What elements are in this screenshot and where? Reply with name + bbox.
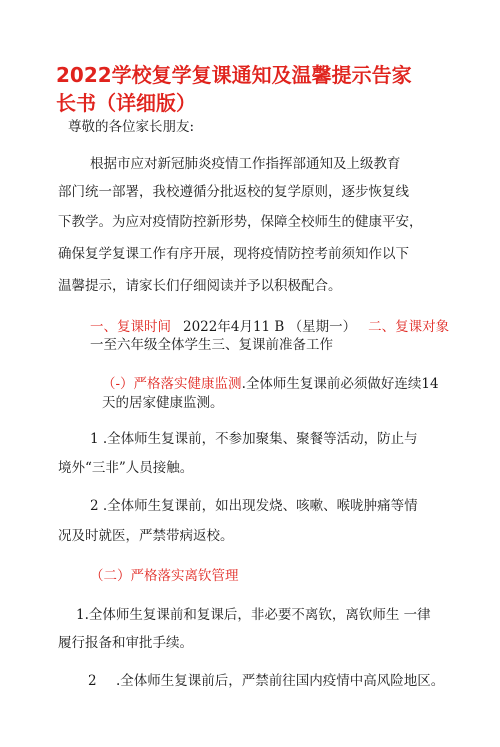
item-b2-text: .全体师生复课前后，严禁前往国内疫情中高风险地区。: [116, 673, 445, 689]
item-b2-number: 2: [88, 673, 97, 689]
intro-line-4: 确保复学复课工作有序开展，现将疫情防控考前须知作以下: [58, 246, 409, 262]
item-a2-line-2: 况及时就医，严禁带病返校。: [58, 528, 234, 544]
section-row: [90, 317, 449, 337]
sub-section-2-heading: （二）严格落实离钦管理: [90, 568, 239, 584]
item-b1-line-2: 履行报备和审批手续。: [58, 635, 193, 651]
intro-line-2: 部门统一部署，我校遵循分批返校的复学原则，逐步恢复线: [58, 184, 409, 200]
intro-line-3: 下教学。为应对疫情防控新形势，保障全校师生的健康平安，: [58, 214, 423, 230]
intro-line-1: 根据市应对新冠肺炎疫情工作指挥部通知及上级教育: [90, 156, 401, 172]
item-b1-line-1: 1.全体师生复课前和复课后，非必要不离钦，离钦师生 一律: [76, 607, 431, 623]
document-title-line-1: 2022学校复学复课通知及温馨提示告家: [56, 63, 412, 87]
section-1-label: 一、复课时间: [90, 319, 171, 335]
item-a1-line-2: 境外“三非”人员接触。: [58, 460, 194, 476]
section-2-continuation: 一至六年级全体学生三、复课前准备工作: [90, 337, 333, 353]
sub-section-1-line-1: [102, 374, 439, 394]
item-a1-line-1: 1 .全体师生复课前，不参加聚集、聚餐等活动，防止与: [90, 431, 418, 447]
sub-section-1-line-2: 天的居家健康监测。: [102, 395, 224, 411]
section-1-value: 2022年4月11 B （星期一）: [183, 319, 357, 335]
sub-section-1-text: .全体师生复课前必须做好连续14: [241, 376, 439, 392]
sub-section-1-heading: （-）严格落实健康监测: [102, 376, 242, 392]
intro-line-5: 温馨提示，请家长们仔细阅读并予以积极配合。: [58, 278, 342, 294]
section-2-label: 二、复课对象: [368, 319, 450, 335]
greeting: 尊敬的各位家长朋友:: [68, 119, 195, 135]
document-title-line-2: 长书（详细版）: [56, 91, 196, 115]
item-a2-line-1: 2 .全体师生复课前，如出现发烧、咳嗽、喉咙肿痛等情: [90, 498, 418, 514]
